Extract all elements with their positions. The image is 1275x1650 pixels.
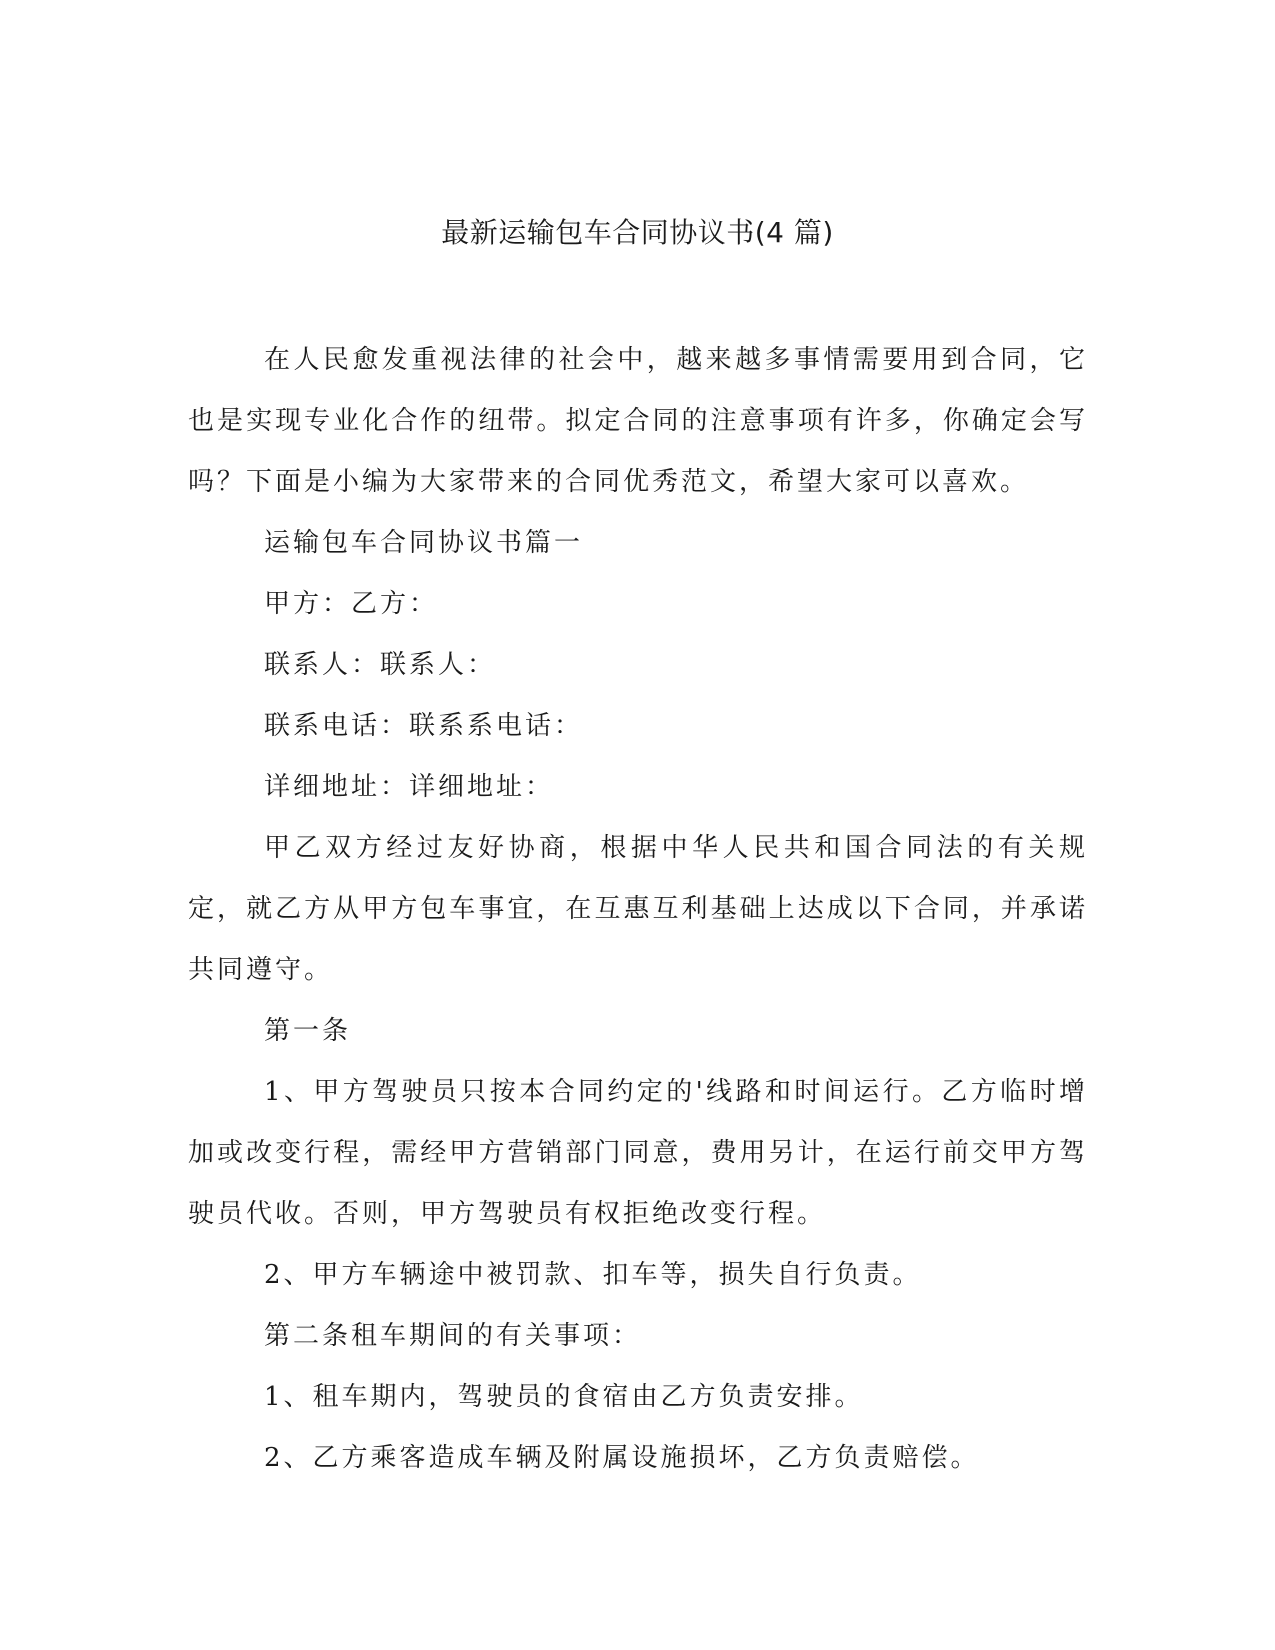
article-one-heading: 第一条 bbox=[264, 1016, 352, 1046]
article-two-clause-2: 2、乙方乘客造成车辆及附属设施损坏，乙方负责赔偿。 bbox=[264, 1443, 980, 1473]
document-title: 最新运输包车合同协议书(4 篇) bbox=[441, 216, 834, 249]
article-one-clause-1: 1、甲方驾驶员只按本合同约定的'线路和时间运行。乙方临时增加或改变行程，需经甲方营销部门同意，费用另计，在运行前交甲方驾驶员代收。否则，甲方驾驶员有权拒绝改变行程。 bbox=[188, 1077, 1088, 1229]
article-one-clause-2: 2、甲方车辆途中被罚款、扣车等，损失自行负责。 bbox=[264, 1260, 922, 1290]
section-heading: 运输包车合同协议书篇一 bbox=[264, 528, 584, 558]
intro-paragraph: 在人民愈发重视法律的社会中，越来越多事情需要用到合同，它也是实现专业化合作的纽带。拟定合同的注意事项有许多，你确定会写吗？下面是小编为大家带来的合同优秀范文，希望大家可以喜欢。 bbox=[188, 345, 1088, 497]
party-line: 甲方：乙方： bbox=[264, 589, 439, 619]
document-body bbox=[188, 330, 1088, 1489]
article-two-heading: 第二条租车期间的有关事项： bbox=[264, 1321, 642, 1351]
contact-phone-line: 联系电话：联系系电话： bbox=[264, 711, 584, 741]
article-two-clause-1: 1、租车期内，驾驶员的食宿由乙方负责安排。 bbox=[264, 1382, 864, 1412]
agreement-paragraph: 甲乙双方经过友好协商，根据中华人民共和国合同法的有关规定，就乙方从甲方包车事宜，在互惠互利基础上达成以下合同，并承诺共同遵守。 bbox=[188, 833, 1088, 985]
address-line: 详细地址：详细地址： bbox=[264, 772, 555, 802]
contact-person-line: 联系人：联系人： bbox=[264, 650, 497, 680]
